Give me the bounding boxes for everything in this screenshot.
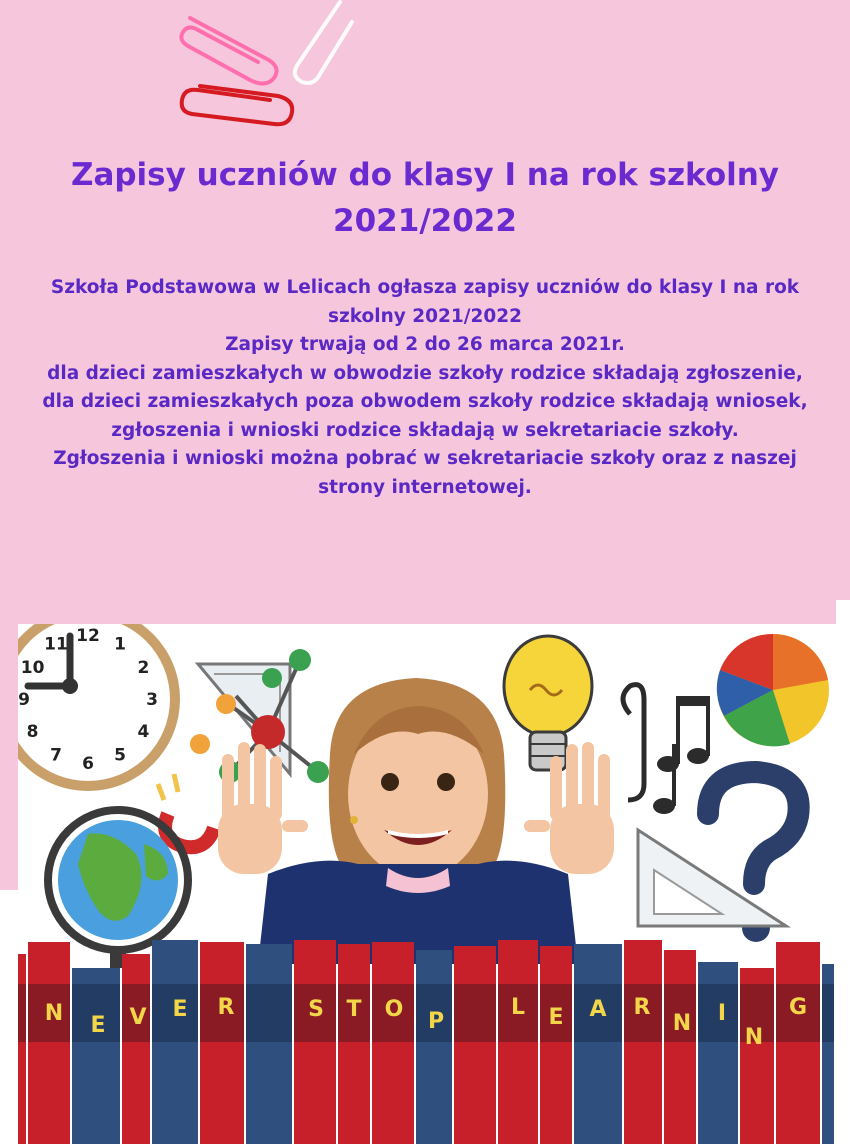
book-letter: N <box>744 1025 764 1050</box>
book-spine <box>246 944 292 1144</box>
bullet-item-2 <box>0 388 850 417</box>
page-margin <box>836 600 850 1144</box>
title-line-1: Zapisy uczniów do klasy I na rok szkolny <box>70 157 780 193</box>
books-row <box>18 940 834 1144</box>
clock-number: 1 <box>114 634 126 655</box>
clock-number: 2 <box>137 658 150 678</box>
clock-number: 6 <box>82 754 94 774</box>
red-paperclip-icon <box>182 86 293 124</box>
paperclips-decoration <box>170 0 370 130</box>
book-letter: S <box>308 997 324 1022</box>
book-letter: T <box>346 997 362 1022</box>
bullet-text-1: dla dzieci zamieszkałych w obwodzie szkoły rodzice składają zgłoszenie, <box>47 362 803 384</box>
book-spine <box>338 944 370 1144</box>
announcement-line-4: Zgłoszenia i wnioski można pobrać w sekretariacie szkoły oraz z naszej <box>53 448 797 469</box>
white-paperclip-icon <box>295 2 352 83</box>
bullet-item-1 <box>0 360 850 389</box>
book-letter: O <box>384 997 404 1022</box>
clock-number: 3 <box>146 690 158 710</box>
book-spine <box>776 942 820 1144</box>
page-title <box>40 152 810 244</box>
book-spine <box>416 950 452 1144</box>
announcement-line-2: szkolny 2021/2022 <box>327 305 523 327</box>
page-margin <box>0 890 18 1144</box>
book-letter: R <box>633 995 651 1020</box>
book-spine <box>122 954 150 1144</box>
clock-number: 12 <box>76 626 100 646</box>
music-notes-icon <box>623 685 710 814</box>
pie-chart-icon <box>717 634 829 746</box>
book-letter: N <box>672 1011 692 1036</box>
clock-number: 8 <box>26 722 39 742</box>
book-letter: N <box>44 1001 64 1026</box>
book-letter: A <box>589 997 607 1022</box>
clock-number: 11 <box>44 634 68 655</box>
clock-icon <box>18 624 180 791</box>
book-label-band <box>18 984 26 1042</box>
bullet-item-3 <box>0 417 850 446</box>
never-stop-learning-illustration <box>18 624 836 1144</box>
book-spine <box>18 954 26 1144</box>
book-letter: P <box>427 1009 445 1034</box>
book-spine <box>372 942 414 1144</box>
announcement-dates: Zapisy trwają od 2 do 26 marca 2021r. <box>225 334 625 355</box>
book-letter: G <box>788 995 808 1020</box>
clock-number: 7 <box>50 745 62 766</box>
title-line-2: 2021/2022 <box>333 203 517 239</box>
bullet-text-3: zgłoszenia i wnioski rodzice składają w sekretariacie szkoły. <box>111 419 739 441</box>
book-spine <box>454 946 496 1144</box>
book-label-band <box>246 984 292 1042</box>
clock-number: 10 <box>20 658 45 678</box>
book-letter: E <box>90 1013 106 1038</box>
book-spine <box>200 942 244 1144</box>
book-letter: E <box>172 997 188 1022</box>
book-label-band <box>454 984 496 1042</box>
book-spine <box>28 942 70 1144</box>
book-letter: I <box>717 1001 727 1026</box>
book-letter: L <box>510 995 526 1020</box>
bullet-text-2: dla dzieci zamieszkałych poza obwodem szkoły rodzice składają wniosek, <box>42 391 808 412</box>
announcement-line-5: strony internetowej. <box>318 476 532 498</box>
book-label-band <box>822 984 834 1042</box>
clock-number: 9 <box>18 690 30 710</box>
clock-number: 5 <box>114 745 126 766</box>
announcement-line-1: Szkoła Podstawowa w Lelicach ogłasza zapisy uczniów do klasy I na rok <box>50 277 800 298</box>
book-spine <box>664 950 696 1144</box>
book-letter: V <box>129 1005 147 1030</box>
announcement-text <box>0 274 850 502</box>
clock-number: 4 <box>137 722 150 742</box>
magnet-icon <box>158 774 214 847</box>
light-bulb-icon <box>504 636 592 770</box>
pink-paperclip-icon <box>181 18 276 84</box>
book-letter: R <box>217 995 235 1020</box>
book-spine <box>540 946 572 1144</box>
book-letter: E <box>548 1005 564 1030</box>
book-spine <box>574 944 622 1144</box>
